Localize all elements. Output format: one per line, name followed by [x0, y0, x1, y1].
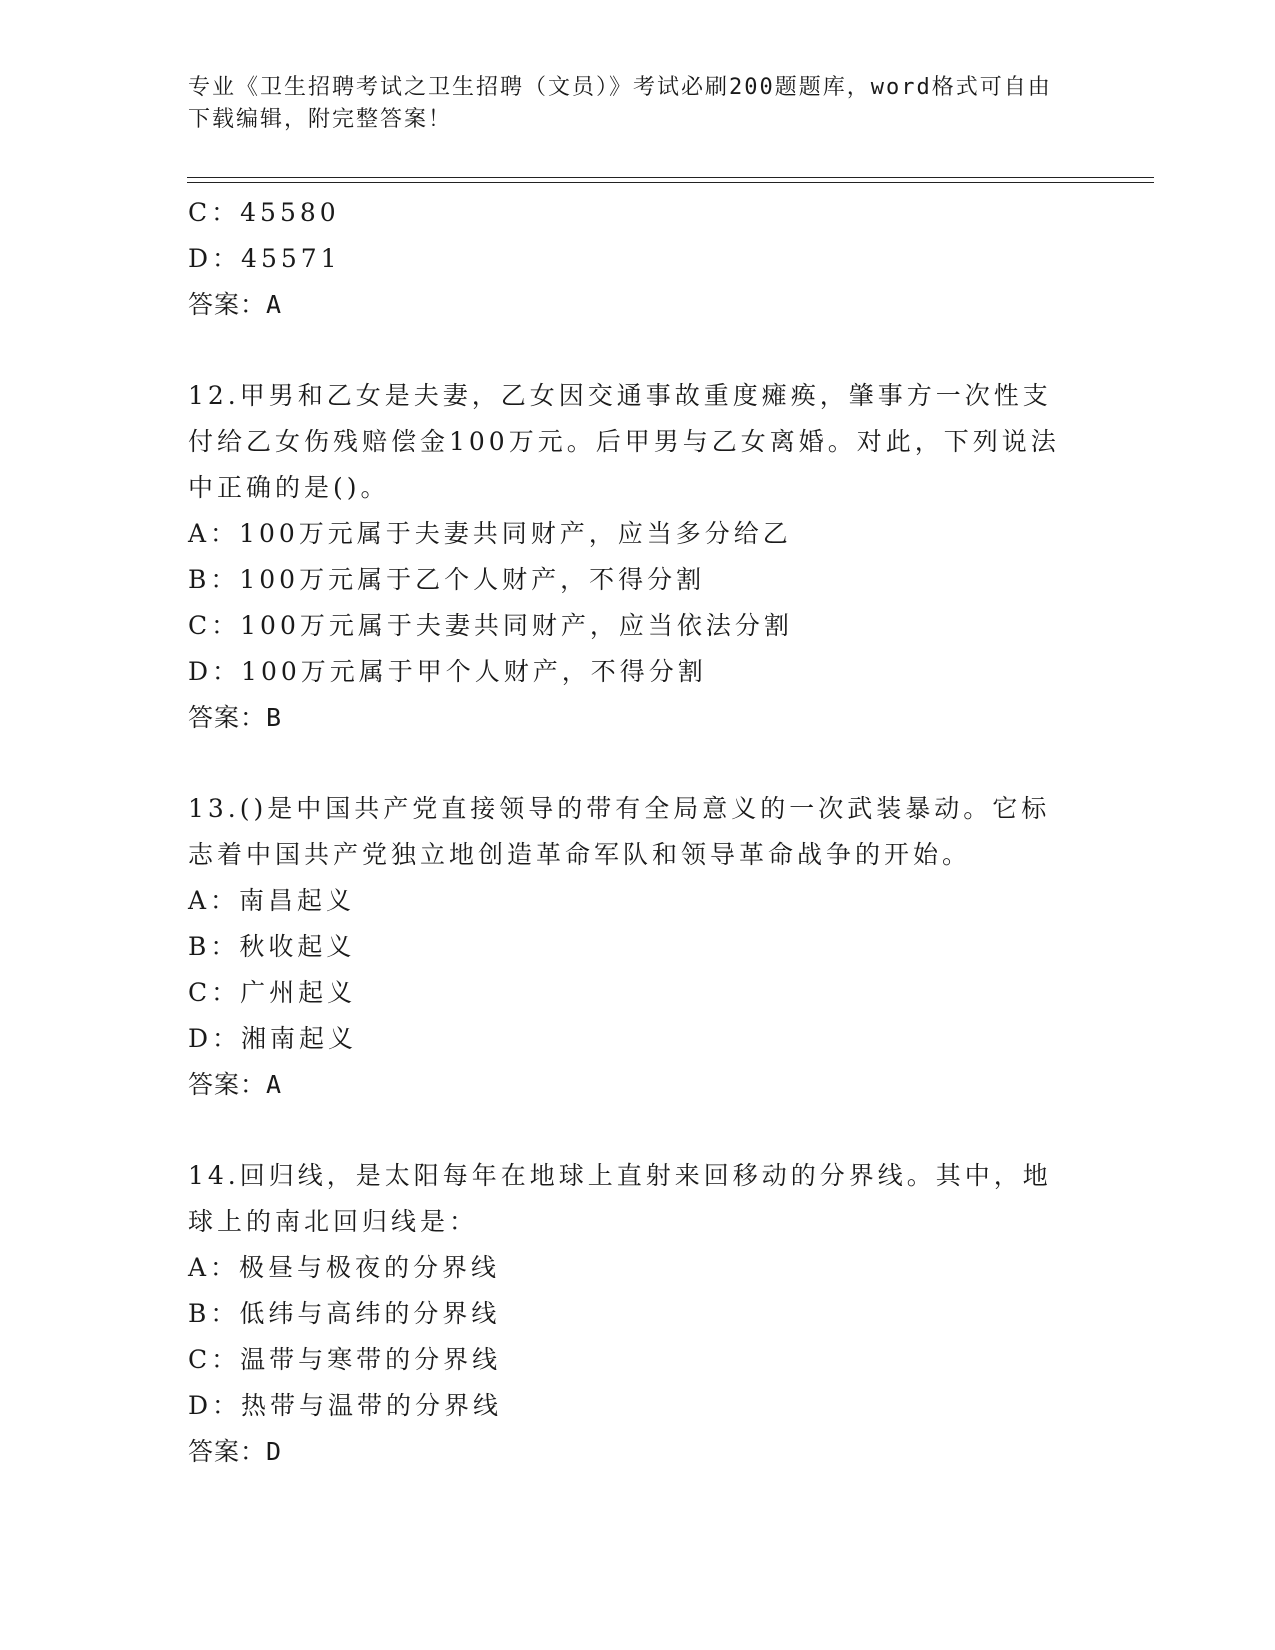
header-rule-top: [187, 177, 1154, 178]
answer-label: 答案：: [188, 1437, 267, 1466]
answer-line: [188, 695, 1068, 741]
answer-label: 答案：: [188, 1070, 267, 1099]
option-d: D：热带与温带的分界线: [188, 1391, 503, 1420]
document-header: 专业《卫生招聘考试之卫生招聘（文员）》考试必刷200题题库，word格式可自由下载编辑，附完整答案！: [188, 75, 1052, 132]
question-12: [188, 373, 1068, 741]
option-b: B：低纬与高纬的分界线: [188, 1299, 501, 1328]
option-d: D：100万元属于甲个人财产，不得分割: [188, 657, 707, 686]
answer-line: [188, 1062, 1068, 1108]
spacer: [188, 1108, 1068, 1153]
answer-value: A: [266, 290, 283, 319]
option-a: A：极昼与极夜的分界线: [188, 1253, 501, 1282]
answer-value: A: [266, 1070, 283, 1099]
answer-line: [188, 282, 1068, 328]
question-14: [188, 1153, 1068, 1475]
question-stem: 12.甲男和乙女是夫妻，乙女因交通事故重度瘫痪，肇事方一次性支付给乙女伤残赔偿金100万元。后甲男与乙女离婚。对此，下列说法中正确的是()。: [188, 381, 1060, 502]
option-c: C：45580: [188, 198, 340, 227]
option-a: A：南昌起义: [188, 886, 356, 915]
question-content: [188, 190, 1068, 1475]
previous-question-fragment: [188, 190, 1068, 328]
question-stem: 14.回归线，是太阳每年在地球上直射来回移动的分界线。其中，地球上的南北回归线是：: [188, 1161, 1052, 1236]
option-d: D：45571: [188, 244, 341, 273]
option-a: A：100万元属于夫妻共同财产，应当多分给乙: [188, 519, 792, 548]
spacer: [188, 741, 1068, 786]
answer-label: 答案：: [188, 290, 267, 319]
answer-value: D: [266, 1437, 283, 1466]
option-b: B：100万元属于乙个人财产，不得分割: [188, 565, 706, 594]
question-stem: 13.()是中国共产党直接领导的带有全局意义的一次武装暴动。它标志着中国共产党独立地创造革命军队和领导革命战争的开始。: [188, 794, 1051, 869]
question-13: [188, 786, 1068, 1108]
option-d: D：湘南起义: [188, 1024, 358, 1053]
header-rule-bottom: [187, 182, 1154, 183]
option-b: B：秋收起义: [188, 932, 356, 961]
answer-value: B: [266, 703, 283, 732]
option-c: C：广州起义: [188, 978, 357, 1007]
option-c: C：温带与寒带的分界线: [188, 1345, 502, 1374]
answer-line: [188, 1429, 1068, 1475]
answer-label: 答案：: [188, 703, 267, 732]
spacer: [188, 328, 1068, 373]
option-c: C：100万元属于夫妻共同财产，应当依法分割: [188, 611, 793, 640]
